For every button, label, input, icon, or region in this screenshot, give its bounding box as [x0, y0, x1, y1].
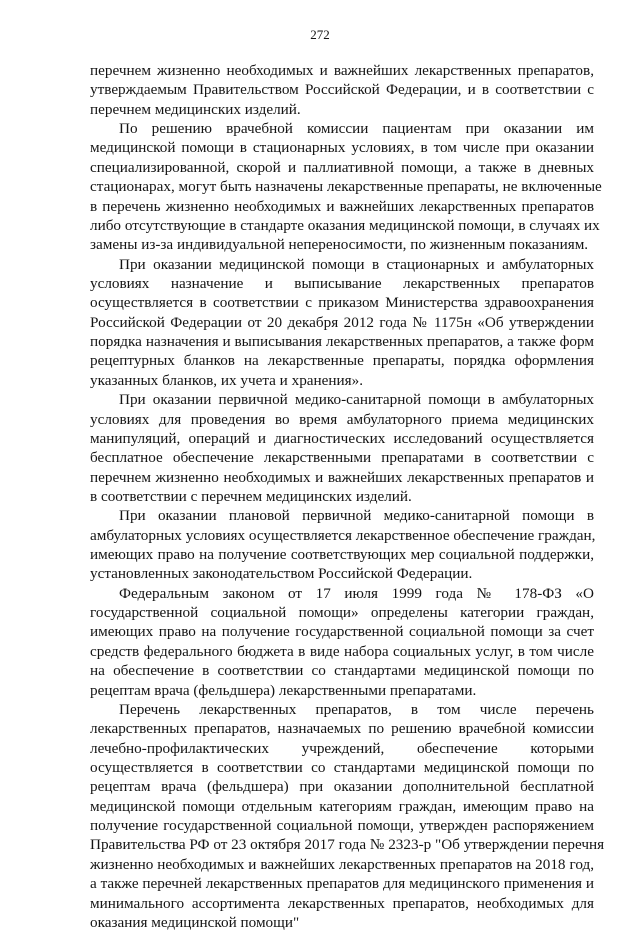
text-line: указанных бланков, их учета и хранения».: [90, 371, 364, 389]
text-line: имеющих право на получение государственной социальной помощи за счет: [90, 623, 594, 641]
text-line: осуществляется в соответствии с приказом Министерства здравоохранения: [90, 294, 594, 312]
text-line: на обеспечение в соответствии со стандартами медицинской помощи по: [90, 662, 594, 680]
text-line: медицинской помощи в стационарных условиях, в том числе при оказании: [90, 139, 594, 157]
text-line: При оказании первичной медико-санитарной помощи в амбулаторных: [119, 391, 594, 409]
text-line: условиях назначение и выписывание лекарственных препаратов: [90, 275, 594, 292]
text-line: рецептурных бланков на лекарственные препараты, порядка оформления: [90, 352, 594, 370]
text-line: перечнем жизненно необходимых и важнейших лекарственных препаратов и: [90, 468, 594, 486]
text-line: амбулаторных условиях осуществляется лекарственное обеспечение граждан,: [90, 526, 596, 544]
text-line: имеющих право на получение соответствующих мер социальной поддержки,: [90, 546, 594, 563]
text-line: замены из-за индивидуальной непереносимости, по жизненным показаниям.: [90, 236, 589, 254]
text-line: стационарах, могут быть назначены лекарственные препараты, не включенные: [90, 178, 602, 196]
text-line: порядка назначения и выписывания лекарственных препаратов, а также форм: [90, 333, 594, 350]
text-line: жизненно необходимых и важнейших лекарственных препаратов на 2018 год,: [90, 855, 594, 873]
text-line: установленных законодательством Российской Федерации.: [90, 565, 473, 583]
text-line: По решению врачебной комиссии пациентам при оказании им: [119, 120, 594, 138]
page-number: 272: [310, 27, 330, 42]
text-line: минимального ассортимента лекарственных препаратов, необходимых для: [90, 894, 594, 912]
text-line: манипуляций, операций и диагностических исследований осуществляется: [90, 429, 594, 447]
text-line: утверждаемым Правительством Российской Федерации, и в соответствии с: [90, 81, 594, 99]
text-line: осуществляется в соответствии со стандартами медицинской помощи по: [90, 759, 594, 776]
text-line: а также перечней лекарственных препаратов для медицинского применения и: [90, 875, 594, 893]
text-line: лечебно-профилактических учреждений, обеспечение которыми: [90, 739, 594, 757]
text-line: получение государственной социальной помощи, утвержден распоряжением: [90, 817, 594, 834]
text-line: лекарственных препаратов, назначаемых по решению врачебной комиссии: [90, 720, 594, 738]
text-line: рецептам врача (фельдшера) при оказании дополнительной бесплатной: [90, 778, 594, 796]
text-line: Российской Федерации от 20 декабря 2012 года № 1175н «Об утверждении: [90, 313, 594, 331]
text-line: оказания медицинской помощи": [90, 913, 300, 931]
text-line: перечнем медицинских изделий.: [90, 100, 301, 118]
text-line: При оказании медицинской помощи в стационарных и амбулаторных: [119, 255, 594, 273]
text-line: Перечень лекарственных препаратов, в том числе перечень: [119, 700, 594, 718]
text-line: бесплатное обеспечение лекарственными препаратами в соответствии с: [90, 449, 594, 467]
text-line: Федеральным законом от 17 июля 1999 года № 178-ФЗ «О: [119, 584, 594, 602]
text-line: Правительства РФ от 23 октября 2017 года № 2323-р "Об утверждении перечня: [90, 836, 605, 854]
text-line: средств федерального бюджета в виде набора социальных услуг, в том числе: [90, 642, 594, 660]
text-line: в перечень жизненно необходимых и важнейших лекарственных препаратов: [90, 197, 594, 215]
text-line: перечнем жизненно необходимых и важнейших лекарственных препаратов,: [90, 62, 594, 79]
text-line: специализированной, скорой и паллиативной помощи, а также в дневных: [90, 158, 594, 176]
text-line: медицинской помощи отдельным категориям граждан, имеющим право на: [90, 797, 594, 815]
text-line: в соответствии с перечнем медицинских изделий.: [90, 487, 412, 505]
text-line: При оказании плановой первичной медико-санитарной помощи в: [119, 507, 594, 525]
text-line: либо отсутствующие в стандарте оказания медицинской помощи, в случаях их: [90, 216, 600, 234]
text-line: рецептам врача (фельдшера) лекарственными препаратами.: [90, 681, 477, 699]
text-line: государственной социальной помощи» определены категории граждан,: [90, 604, 594, 622]
text-line: условиях для проведения во время амбулаторного приема медицинских: [90, 410, 594, 428]
